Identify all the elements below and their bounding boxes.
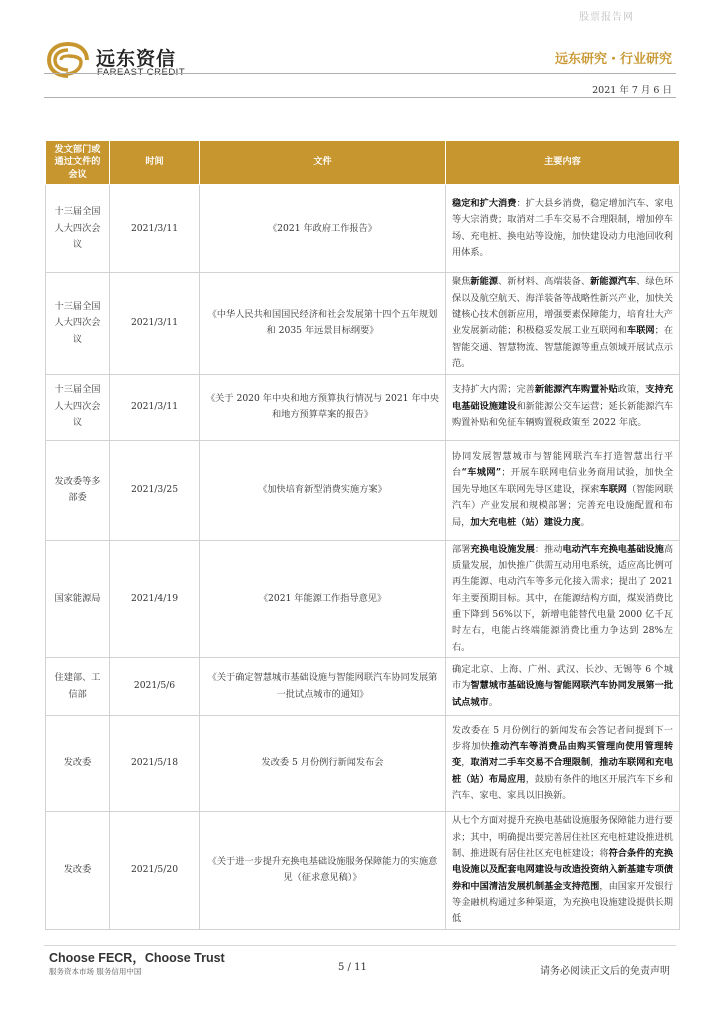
content-text: 高质量发展，加快推广供需互动用电系统，适应高比例可再生能源、电动汽车等多元化接入需求；提出了 2021 年主要预期目标。其中，在能源结构方面，煤炭消费比重下降到 56%以下，新增电能替代电量 2000 亿千瓦时左右，电能占终端能源消费比重力争达到 28%左右。 xyxy=(452,543,674,653)
row-content-cell xyxy=(446,273,680,374)
row-dept-cell: 发改委 xyxy=(46,716,110,812)
content-highlight: 充换电设施发展 xyxy=(470,543,535,555)
content-highlight: 符合条件的充换电设施以及配套电网建设与改造投资纳入新基建专项债券和中国清洁发展机制基金支持范围 xyxy=(452,847,674,892)
row-dept-cell: 发改委 xyxy=(46,812,110,930)
row-content-cell xyxy=(446,374,680,440)
row-content-cell xyxy=(446,658,680,716)
content-text: 发改委在 5 月份例行的新闻发布会答记者问提到下一步将加快 xyxy=(452,724,673,753)
content-highlight: 车联网 xyxy=(599,483,627,495)
content-highlight: 取消对二手车交易不合理限制 xyxy=(470,757,591,769)
page-number: 5 / 11 xyxy=(338,962,367,973)
row-document-cell: 《关于 2020 年中央和地方预算执行情况与 2021 年中央和地方预算草案的报告》 xyxy=(200,374,446,440)
content-text: ；开展车联网电信业务商用试验，加快全国先导地区车联网先导区建设，探索 xyxy=(452,467,674,495)
fareast-credit-logo xyxy=(46,40,196,84)
content-text: ；在智能交通、智慧物流、智慧能源等重点领域开展试点示范。 xyxy=(452,325,674,370)
row-document-cell: 《中华人民共和国国民经济和社会发展第十四个五年规划和 2035 年远景目标纲要》 xyxy=(200,273,446,374)
table-header-row xyxy=(46,141,680,185)
content-text: 、绿色环保以及航空航天、海洋装备等战略性新兴产业，加快关键核心技术创新应用，增强要素保障能力，培育壮大产业发展新动能；积极稳妥发展工业互联网和 xyxy=(452,276,674,337)
row-date-cell: 2021/3/11 xyxy=(110,374,200,440)
header-divider xyxy=(44,73,676,74)
table-row xyxy=(46,716,680,812)
content-highlight: 电动汽车充换电基础设施 xyxy=(562,543,664,555)
row-document-cell: 《关于确定智慧城市基础设施与智能网联汽车协同发展第一批试点城市的通知》 xyxy=(200,658,446,716)
row-document-cell: 《加快培育新型消费实施方案》 xyxy=(200,440,446,540)
row-date-cell: 2021/3/11 xyxy=(110,273,200,374)
table-row xyxy=(46,540,680,658)
row-dept-cell: 国家能源局 xyxy=(46,540,110,658)
table-row xyxy=(46,273,680,374)
content-highlight: 新能源汽车 xyxy=(590,276,637,288)
row-document-cell: 《2021 年能源工作指导意见》 xyxy=(200,540,446,658)
row-content-cell xyxy=(446,440,680,540)
content-highlight: 支持充电基础设施建设 xyxy=(452,384,674,412)
content-text: ， xyxy=(590,757,600,769)
row-date-cell: 2021/3/11 xyxy=(110,185,200,273)
brand-name-cn: 远东资信 xyxy=(96,48,177,70)
content-highlight: 车联网 xyxy=(626,325,655,337)
row-content-cell xyxy=(446,812,680,930)
content-text: 、新材料、高端装备、 xyxy=(498,276,591,288)
content-text: 确定北京、上海、广州、武汉、长沙、无锡等 6 个城市为 xyxy=(452,664,673,692)
content-text: ， xyxy=(461,757,471,769)
disclaimer-note: 请务必阅读正文后的免责声明 xyxy=(540,966,670,977)
row-content-cell xyxy=(446,540,680,658)
row-document-cell: 发改委 5 月份例行新闻发布会 xyxy=(200,716,446,812)
content-text: ：扩大县乡消费，稳定增加汽车、家电等大宗消费；取消对二手车交易不合理限制，增加停车场、充电桩、换电站等设施，加快建设动力电池回收利用体系。 xyxy=(452,198,674,259)
content-text: ，鼓励有条件的地区开展汽车下乡和汽车、家电、家具以旧换新。 xyxy=(452,773,674,802)
row-date-cell: 2021/5/6 xyxy=(110,658,200,716)
table-row xyxy=(46,440,680,540)
content-highlight: 新能源 xyxy=(470,276,499,288)
content-text: 支持扩大内需；完善 xyxy=(452,384,535,396)
content-highlight: 智慧城市基础设施与智能网联汽车协同发展第一批试点城市 xyxy=(452,680,674,708)
footer-divider xyxy=(44,945,676,946)
table-row xyxy=(46,374,680,440)
content-text: ：推动 xyxy=(534,543,563,555)
col-header-content: 主要内容 xyxy=(446,141,680,185)
row-dept-cell: 十三届全国人大四次会议 xyxy=(46,273,110,374)
table-row xyxy=(46,812,680,930)
col-header-date: 时间 xyxy=(110,141,200,185)
table-row xyxy=(46,658,680,716)
content-text: 。 xyxy=(488,696,498,708)
content-text: 聚焦 xyxy=(452,276,471,288)
content-text: ，由国家开发银行等金融机构通过多种渠道，为充换电设施建设提供长期低 xyxy=(452,880,674,925)
content-text: 从七个方面对提升充换电基础设施服务保障能力进行要求；其中，明确提出要完善居住社区充电桩建设推进机制、推进既有居住社区充电桩建设；将 xyxy=(452,815,673,859)
content-highlight: 推动汽车等消费品由购买管理向使用管理转变 xyxy=(452,741,674,769)
row-date-cell: 2021/3/25 xyxy=(110,440,200,540)
col-header-document: 文件 xyxy=(200,141,446,185)
row-date-cell: 2021/5/20 xyxy=(110,812,200,930)
col-header-dept: 发文部门或通过文件的会议 xyxy=(46,141,110,185)
row-dept-cell: 发改委等多部委 xyxy=(46,440,110,540)
report-type: 远东研究・行业研究 xyxy=(554,52,672,67)
content-highlight: “车城网” xyxy=(461,467,502,479)
header-divider-bottom xyxy=(44,97,676,98)
fareast-logo-icon xyxy=(46,40,90,80)
row-document-cell: 《2021 年政府工作报告》 xyxy=(200,185,446,273)
row-dept-cell: 十三届全国人大四次会议 xyxy=(46,374,110,440)
row-content-cell xyxy=(446,185,680,273)
content-highlight: 加大充电桩（站）建设力度 xyxy=(470,516,581,528)
footer-slogan-en: Choose FECR，Choose Trust xyxy=(49,951,225,965)
row-date-cell: 2021/5/18 xyxy=(110,716,200,812)
policy-table xyxy=(45,140,680,930)
row-date-cell: 2021/4/19 xyxy=(110,540,200,658)
content-highlight: 稳定和扩大消费 xyxy=(452,198,517,210)
watermark: 股票报告网 xyxy=(579,12,634,23)
content-highlight: 新能源汽车购置补贴 xyxy=(534,384,618,396)
content-text: 。 xyxy=(580,516,590,528)
content-text: 和新能源公交车运营；延长新能源汽车购置补贴和免征车辆购置税政策至 2022 年底。 xyxy=(452,400,674,429)
row-document-cell: 《关于进一步提升充换电基础设施服务保障能力的实施意见（征求意见稿）》 xyxy=(200,812,446,930)
content-highlight: 推动车联网和充电桩（站）布局应用 xyxy=(452,757,674,785)
row-dept-cell: 十三届全国人大四次会议 xyxy=(46,185,110,273)
content-text: （智能网联汽车）产业发展和规模部署；完善充电设施配置和布局， xyxy=(452,483,674,528)
footer-slogan-cn: 服务资本市场 服务信用中国 xyxy=(49,967,142,976)
content-text: 协同发展智慧城市与智能网联汽车打造智慧出行平台 xyxy=(452,451,673,479)
report-date: 2021 年 7 月 6 日 xyxy=(592,85,672,96)
table-row xyxy=(46,185,680,273)
row-content-cell xyxy=(446,716,680,812)
content-text: 政策， xyxy=(617,384,646,396)
content-text: 部署 xyxy=(452,543,471,555)
row-dept-cell: 住建部、工信部 xyxy=(46,658,110,716)
